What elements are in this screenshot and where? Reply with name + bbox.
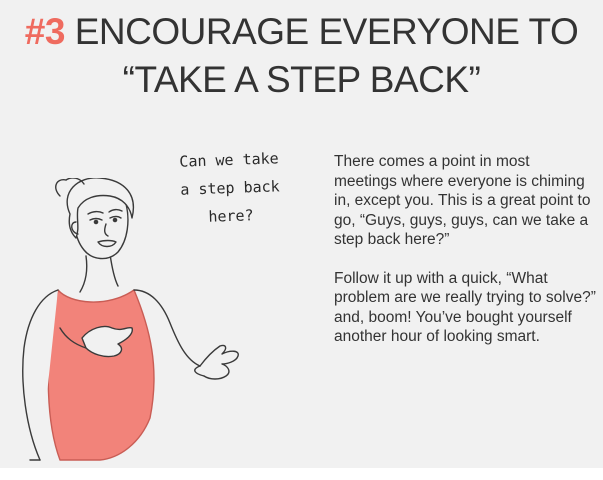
right-hand (200, 345, 238, 379)
page-title-line-1 (0, 12, 603, 52)
body-copy (334, 152, 596, 366)
speech-line-3: here? (208, 206, 254, 226)
title-text-1: ENCOURAGE EVERYONE TO (74, 11, 579, 52)
shirt-shape (48, 290, 154, 460)
speech-line-2: a step back (180, 177, 280, 199)
body-paragraph-2: Follow it up with a quick, “What problem are we really trying to solve?” and, boom! You’ve bought yourself another hour of looking smart. (334, 269, 596, 345)
step-number: #3 (24, 11, 65, 52)
face-outline (75, 200, 128, 259)
speech-line-1: Can we take (179, 149, 279, 171)
neck (80, 256, 87, 292)
bottom-strip (0, 468, 603, 480)
page-title-line-2: “TAKE A STEP BACK” (122, 59, 481, 100)
body-paragraph-1: There comes a point in most meetings where everyone is chiming in, except you. This is a great point to go, “Guys, guys, guys, can we take a step back here?” (334, 153, 591, 248)
woman-speaking-illustration (0, 178, 300, 468)
